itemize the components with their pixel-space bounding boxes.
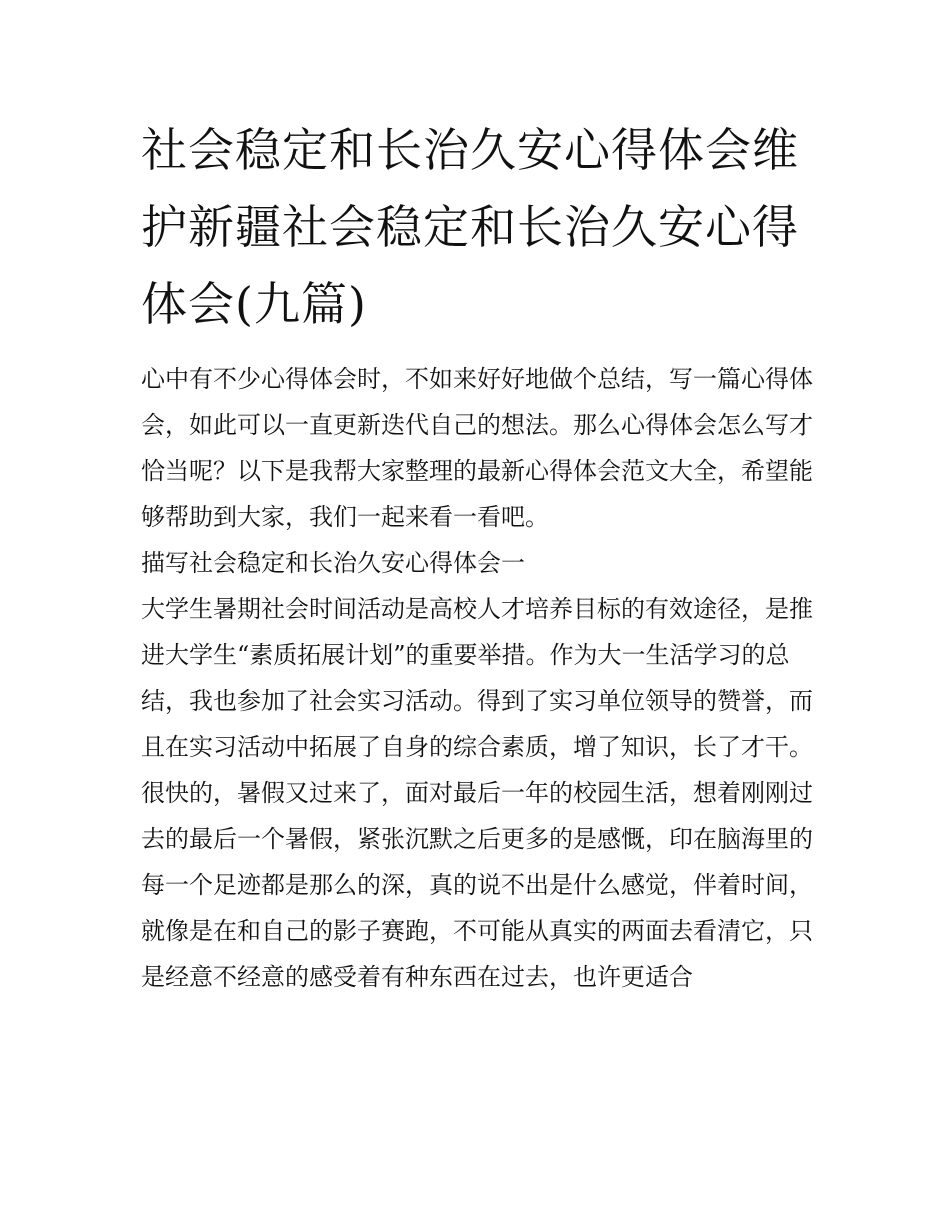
document-body [141, 356, 821, 1000]
paragraph-intro: 心中有不少心得体会时，不如来好好地做个总结，写一篇心得体会，如此可以一直更新迭代自己的想法。那么心得体会怎么写才恰当呢？以下是我帮大家整理的最新心得体会范文大全，希望能够帮助到大家，我们一起来看一看吧。 [141, 365, 813, 531]
paragraph-practice: 大学生暑期社会时间活动是高校人才培养目标的有效途径，是推进大学生“素质拓展计划”的重要举措。作为大一生活学习的总结，我也参加了社会实习活动。得到了实习单位领导的赞誉，而且在实习活动中拓展了自身的综合素质，增了知识，长了才干。 [141, 595, 813, 761]
paragraph-summer: 很快的，暑假又过来了，面对最后一年的校园生活，想着刚刚过去的最后一个暑假，紧张沉默之后更多的是感慨，印在脑海里的每一个足迹都是那么的深，真的说不出是什么感觉，伴着时间，就像是在和自己的影子赛跑，不可能从真实的两面去看清它，只是经意不经意的感受着有种东西在过去，也许更适合 [141, 779, 813, 991]
document-title: 社会稳定和长治久安心得体会维护新疆社会稳定和长治久安心得体会(九篇) [141, 123, 799, 331]
section-heading: 描写社会稳定和长治久安心得体会一 [141, 549, 525, 577]
